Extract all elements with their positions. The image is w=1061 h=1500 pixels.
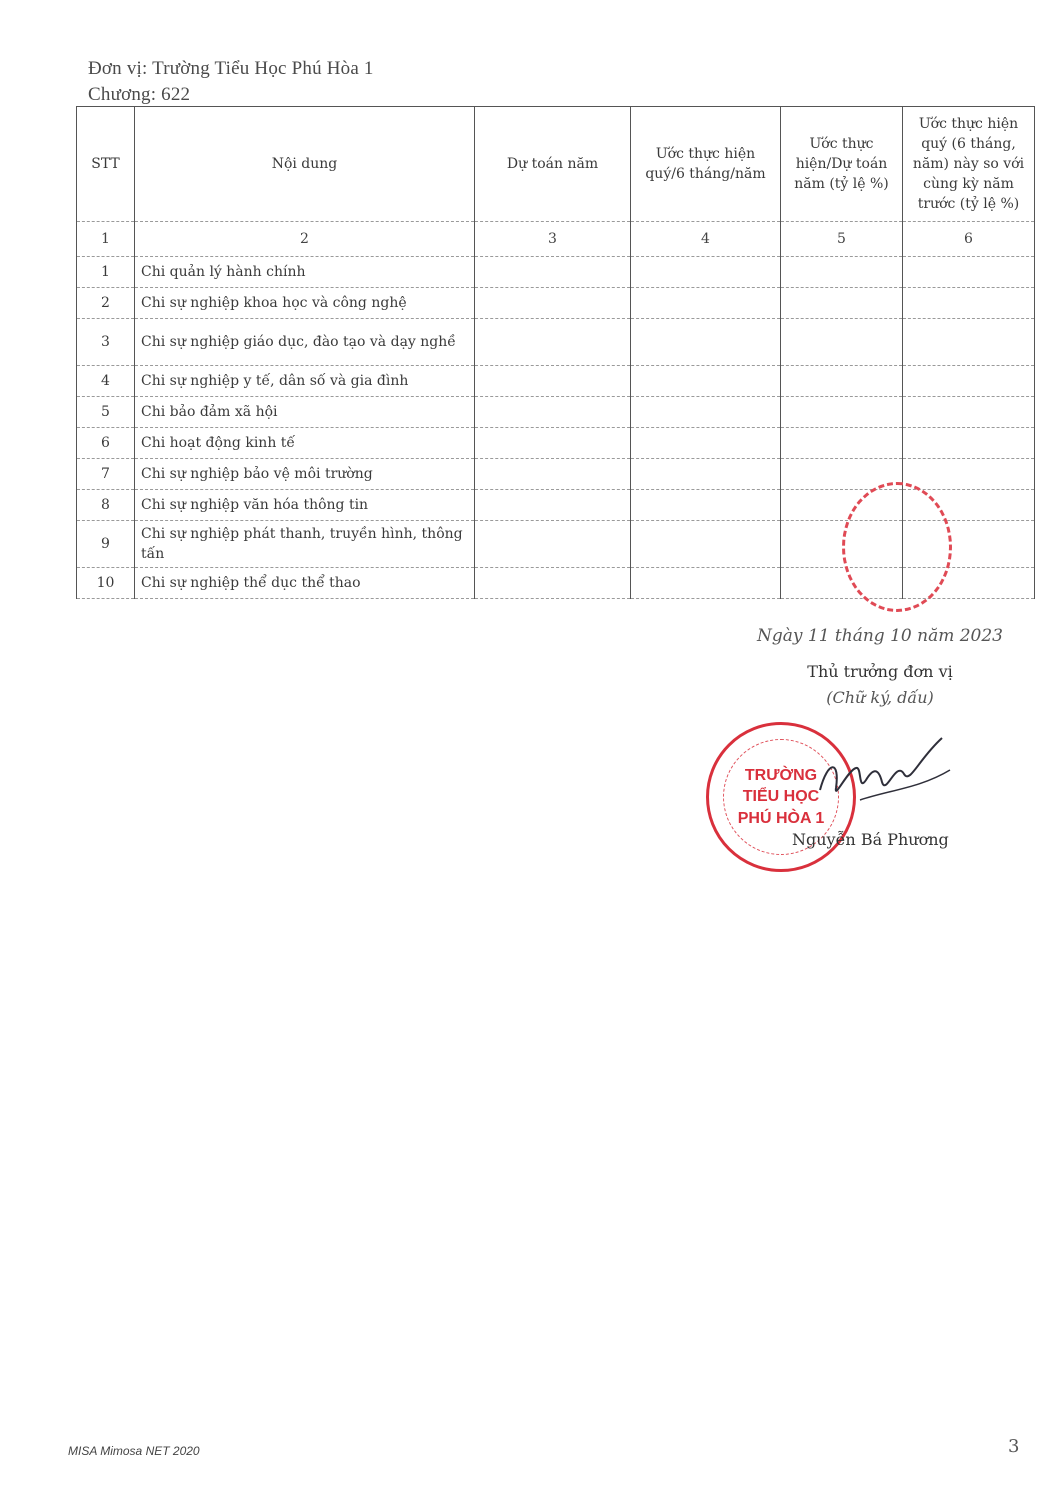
row-cell [903,428,1035,459]
table-row [77,257,1035,288]
table-row [77,319,1035,366]
chapter-code: Chương: 622 [88,84,191,105]
header-year-over-year: Ước thực hiện quý (6 tháng, năm) này so với cùng kỳ năm trước (tỷ lệ %) [903,107,1035,222]
row-cell [631,257,781,288]
row-stt: 6 [77,428,135,459]
date-line: Ngày 11 tháng 10 năm 2023 [757,626,1003,646]
row-cell [475,288,631,319]
row-cell [631,319,781,366]
row-content: Chi sự nghiệp y tế, dân số và gia đình [135,366,475,397]
row-cell [475,319,631,366]
row-cell [475,257,631,288]
row-stt: 8 [77,490,135,521]
row-content: Chi sự nghiệp văn hóa thông tin [135,490,475,521]
row-cell [781,257,903,288]
row-cell [781,319,903,366]
row-content: Chi sự nghiệp bảo vệ môi trường [135,459,475,490]
row-cell [475,490,631,521]
row-content: Chi sự nghiệp khoa học và công nghệ [135,288,475,319]
table-row [77,397,1035,428]
column-number: 6 [903,222,1035,257]
row-cell [631,397,781,428]
row-cell [631,428,781,459]
row-cell [475,568,631,599]
column-number: 1 [77,222,135,257]
row-content: Chi sự nghiệp thể dục thể thao [135,568,475,599]
row-cell [631,366,781,397]
row-cell [781,428,903,459]
column-number: 3 [475,222,631,257]
row-cell [631,490,781,521]
row-cell [631,288,781,319]
partial-stamp [842,482,952,612]
row-content: Chi sự nghiệp phát thanh, truyền hình, thông tấn [135,521,475,568]
stamp-text: PHÚ HÒA 1 [737,810,825,827]
table-row [77,428,1035,459]
stamp-text: TIỂU HỌC [742,788,820,805]
signer-name: Nguyễn Bá Phương [792,830,949,849]
row-cell [475,459,631,490]
row-cell [903,397,1035,428]
head-of-unit-title: Thủ trưởng đơn vị [807,662,953,681]
column-number: 4 [631,222,781,257]
signature-note: (Chữ ký, dấu) [826,688,934,707]
header-stt: STT [77,107,135,222]
row-cell [903,459,1035,490]
table-header-row [77,107,1035,222]
column-number: 5 [781,222,903,257]
unit-name: Đơn vị: Trường Tiểu Học Phú Hòa 1 [88,58,374,79]
row-stt: 4 [77,366,135,397]
row-stt: 2 [77,288,135,319]
row-cell [475,366,631,397]
row-stt: 5 [77,397,135,428]
page-number: 3 [1008,1436,1020,1457]
row-cell [903,319,1035,366]
row-cell [903,257,1035,288]
row-cell [781,397,903,428]
column-number-row [77,222,1035,257]
row-cell [475,428,631,459]
row-cell [631,521,781,568]
row-content: Chi quản lý hành chính [135,257,475,288]
row-stt: 9 [77,521,135,568]
table-row [77,288,1035,319]
row-content: Chi bảo đảm xã hội [135,397,475,428]
row-content: Chi sự nghiệp giáo dục, đào tạo và dạy nghề [135,319,475,366]
header-execution-ratio: Ước thực hiện/Dự toán năm (tỷ lệ %) [781,107,903,222]
row-content: Chi hoạt động kinh tế [135,428,475,459]
column-number: 2 [135,222,475,257]
stamp-text: TRƯỜNG [744,767,818,784]
row-cell [903,366,1035,397]
row-cell [903,288,1035,319]
row-stt: 10 [77,568,135,599]
row-stt: 1 [77,257,135,288]
row-cell [631,459,781,490]
header-estimated-execution: Ước thực hiện quý/6 tháng/năm [631,107,781,222]
row-cell [475,521,631,568]
row-cell [781,288,903,319]
table-row [77,366,1035,397]
row-stt: 7 [77,459,135,490]
software-name: MISA Mimosa NET 2020 [68,1444,200,1458]
row-cell [781,366,903,397]
row-stt: 3 [77,319,135,366]
row-cell [475,397,631,428]
header-annual-estimate: Dự toán năm [475,107,631,222]
signature-mark [800,730,960,820]
header-content: Nội dung [135,107,475,222]
row-cell [631,568,781,599]
